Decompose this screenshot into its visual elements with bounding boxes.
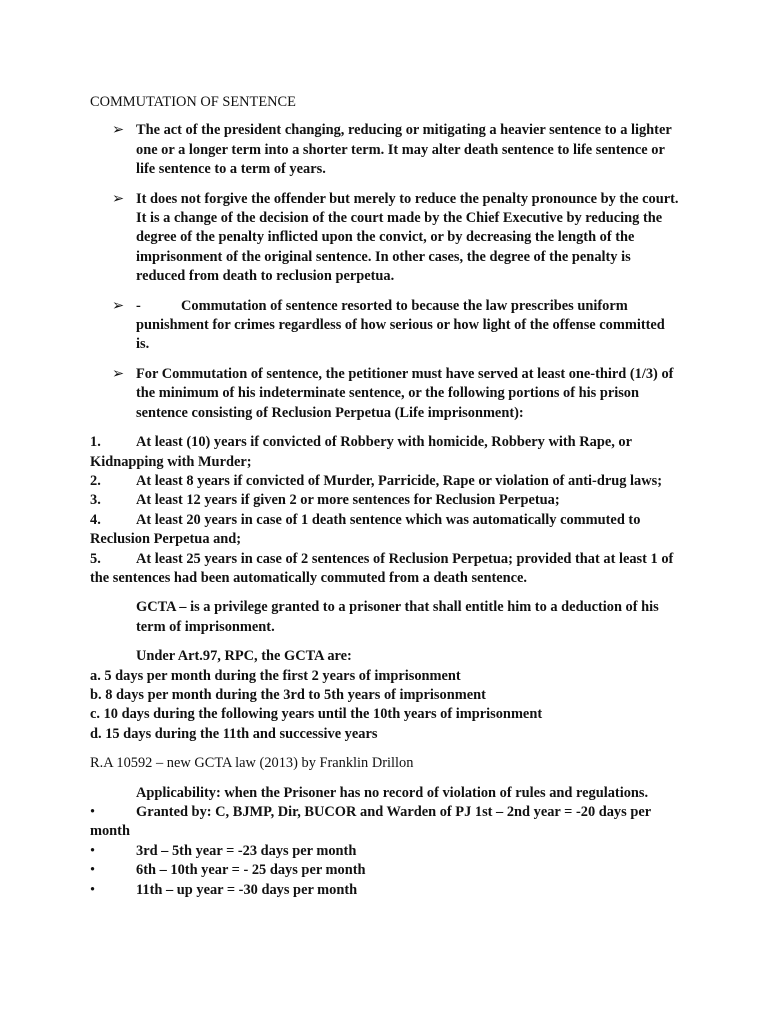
item-number: 5. [90,550,101,567]
list-item [90,803,680,842]
list-item: c. 10 days during the following years until the 10th years of imprisonment [90,706,543,723]
ra-heading: R.A 10592 – new GCTA law (2013) by Franklin Drillon [90,755,414,772]
list-item: a. 5 days per month during the first 2 years of imprisonment [90,667,461,684]
item-text: 11th – up year = -30 days per month [136,881,358,898]
list-item [90,472,680,491]
item-text: 3rd – 5th year = -23 days per month [136,842,357,859]
list-item [90,842,680,861]
item-number: 3. [90,492,101,509]
item-number: 2. [90,472,101,489]
item-number: 4. [90,511,101,528]
list-item [90,511,680,550]
arrow-point-4 [90,365,680,423]
arrow-point-text: It does not forgive the offender but merely to reduce the penalty pronounce by the court. It is a change of the decision of the court made by the Chief Executive by reducing the degree of the penalty inflicted upon the convict, or by decreasing the length of the imprisonment of the original sentence. In other cases, the degree of the penalty is reduced from death to reclusion perpetua. [136,190,679,285]
bullet-icon: • [90,881,96,898]
list-item: b. 8 days per month during the 3rd to 5th years of imprisonment [90,686,486,703]
item-text: At least (10) years if convicted of Robbery with homicide, Robbery with Rape, or Kidnapping with Murder; [90,434,632,470]
item-text: At least 20 years in case of 1 death sentence which was automatically commuted to Reclusion Perpetua and; [90,511,641,548]
gcta-definition-text: GCTA – is a privilege granted to a prisoner that shall entitle him to a deduction of his term of imprisonment. [136,599,659,635]
page-title: COMMUTATION OF SENTENCE [90,94,296,110]
arrow-point-text: The act of the president changing, reducing or mitigating a heavier sentence to a lighter one or a longer term into a shorter term. It may alter death sentence to life sentence or life sentence to a term of years. [136,122,672,178]
applicability [90,784,680,803]
item-number: 1. [90,434,101,451]
arrow-point-text: Commutation of sentence resorted to because the law prescribes uniform punishment for crimes regardless of how serious or how light of the offense committed is. [136,297,665,353]
bullet-icon: • [90,862,96,879]
gcta-definition [90,598,680,637]
list-item [90,433,680,472]
item-text: At least 25 years in case of 2 sentences of Reclusion Perpetua; provided that at least 1 of the sentences had been automatically commuted from a death sentence. [90,550,674,586]
list-item [90,861,680,880]
lettered-list [90,667,680,745]
item-text: At least 12 years if given 2 or more sentences for Reclusion Perpetua; [136,492,560,509]
applicability-text: Applicability: when the Prisoner has no record of violation of rules and regulations. [136,784,649,801]
arrow-bullet-icon: ➢ [112,190,125,207]
document-page [90,93,680,900]
item-text: At least 8 years if convicted of Murder, Parricide, Rape or violation of anti-drug laws; [136,472,662,489]
arrow-bullet-icon: ➢ [112,122,125,139]
numbered-list [90,433,680,588]
item-text: 6th – 10th year = - 25 days per month [136,862,366,879]
bullet-list [90,803,680,900]
arrow-point-3 [90,297,680,355]
list-item [90,550,680,589]
arrow-point-2 [90,190,680,287]
arrow-bullet-icon: ➢ [112,297,125,314]
art97-intro [90,647,680,666]
list-item [90,881,680,900]
art97-text: Under Art.97, RPC, the GCTA are: [136,648,352,665]
item-text: Granted by: C, BJMP, Dir, BUCOR and Warden of PJ 1st – 2nd year = -20 days per month [90,804,651,840]
dash-prefix: - [136,297,141,314]
bullet-icon: • [90,842,96,859]
list-item [90,491,680,510]
list-item: d. 15 days during the 11th and successive years [90,725,378,742]
bullet-icon: • [90,804,96,820]
arrow-bullet-icon: ➢ [112,365,125,382]
arrow-point-1 [90,121,680,179]
arrow-point-text: For Commutation of sentence, the petitioner must have served at least one-third (1/3) of the minimum of his indeterminate sentence, or the following portions of his prison sentence consisting of Reclusion Perpetua (Life imprisonment): [136,365,674,421]
